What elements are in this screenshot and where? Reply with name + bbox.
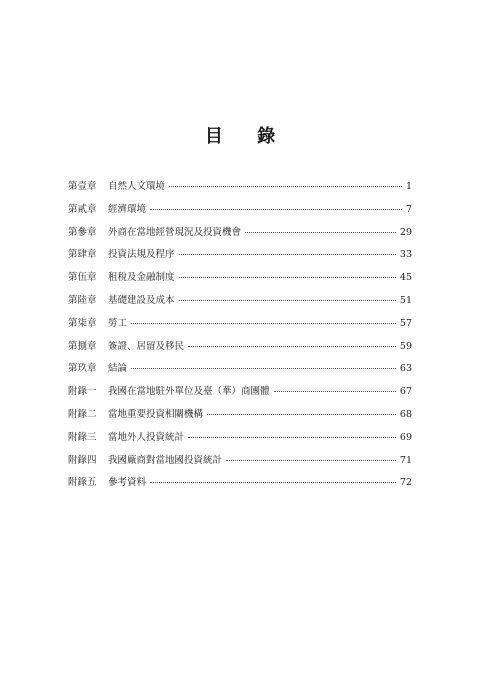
toc-appendix-number: 附錄三 (68, 431, 97, 443)
toc-entry[interactable] (68, 201, 412, 224)
toc-dot-leader (131, 323, 396, 324)
toc-entry[interactable] (68, 452, 412, 475)
toc-dot-leader (131, 368, 396, 369)
toc-dot-leader (274, 391, 396, 392)
toc-entry[interactable] (68, 429, 412, 452)
toc-appendix-title: 當地重要投資相關機構 (108, 408, 204, 420)
toc-entry[interactable] (68, 406, 412, 429)
toc-entry[interactable] (68, 315, 412, 338)
toc-dot-leader (169, 186, 402, 187)
toc-page-number: 72 (399, 477, 412, 489)
toc-dot-leader (245, 232, 396, 233)
toc-page-number: 71 (399, 454, 412, 466)
toc-entry[interactable] (68, 224, 412, 247)
toc-dot-leader (188, 437, 396, 438)
toc-entry[interactable] (68, 383, 412, 406)
toc-entry[interactable] (68, 292, 412, 315)
toc-entry[interactable] (68, 178, 412, 201)
toc-page-number: 1 (405, 181, 412, 192)
toc-chapter-number: 第陸章 (68, 294, 97, 306)
toc-page-number: 59 (399, 340, 412, 352)
toc-chapter-number: 第參章 (68, 226, 97, 238)
toc-chapter-title: 自然人文環境 (108, 181, 166, 192)
toc-appendix-title: 參考資料 (108, 477, 147, 489)
toc-entry[interactable] (68, 360, 412, 383)
toc-chapter-title: 投資法規及程序 (108, 249, 175, 261)
toc-chapter-title: 勞工 (108, 317, 128, 329)
toc-appendix-number: 附錄一 (68, 386, 97, 398)
toc-page-number: 7 (405, 203, 412, 215)
toc-appendix-number: 附錄四 (68, 454, 97, 466)
toc-appendix-title: 我國在當地駐外單位及臺（華）商團體 (108, 386, 270, 398)
toc-appendix-number: 附錄五 (68, 477, 97, 489)
toc-page-number: 51 (399, 294, 412, 306)
toc-page-number: 67 (399, 386, 412, 398)
toc-page-number: 29 (399, 226, 412, 238)
toc-dot-leader (179, 300, 396, 301)
page-title: 目 錄 (204, 126, 290, 147)
toc-appendix-title: 我國廠商對當地國投資統計 (108, 454, 223, 466)
toc-chapter-number: 第柒章 (68, 317, 97, 329)
toc-dot-leader (150, 209, 402, 210)
toc-chapter-title: 基礎建設及成本 (108, 294, 175, 306)
toc-chapter-number: 第肆章 (68, 249, 97, 261)
toc-dot-leader (207, 414, 396, 415)
toc-entry[interactable] (68, 269, 412, 292)
toc-chapter-title: 外商在當地經營現況及投資機會 (108, 226, 242, 238)
toc-entry[interactable] (68, 474, 412, 497)
toc-dot-leader (179, 277, 396, 278)
toc-chapter-number: 第壹章 (68, 181, 97, 192)
toc-chapter-title: 結論 (108, 363, 128, 375)
toc-page-number: 57 (399, 317, 412, 329)
toc-chapter-number: 第捌章 (68, 340, 97, 352)
toc-entry[interactable] (68, 338, 412, 361)
toc-entry[interactable] (68, 246, 412, 269)
toc-chapter-number: 第玖章 (68, 363, 97, 375)
table-of-contents (68, 178, 412, 497)
toc-dot-leader (226, 460, 396, 461)
toc-dot-leader (179, 254, 396, 255)
toc-chapter-number: 第伍章 (68, 272, 97, 284)
toc-chapter-title: 經濟環境 (108, 203, 147, 215)
toc-dot-leader (150, 482, 396, 483)
toc-page-number: 33 (399, 249, 412, 261)
toc-page-number: 69 (399, 431, 412, 443)
toc-appendix-title: 當地外人投資統計 (108, 431, 185, 443)
toc-chapter-number: 第貳章 (68, 203, 97, 215)
toc-page-number: 68 (399, 408, 412, 420)
toc-page-number: 45 (399, 272, 412, 284)
toc-appendix-number: 附錄二 (68, 408, 97, 420)
toc-dot-leader (188, 346, 396, 347)
toc-page-number: 63 (399, 363, 412, 375)
toc-chapter-title: 簽證、居留及移民 (108, 340, 185, 352)
toc-chapter-title: 租稅及金融制度 (108, 272, 175, 284)
